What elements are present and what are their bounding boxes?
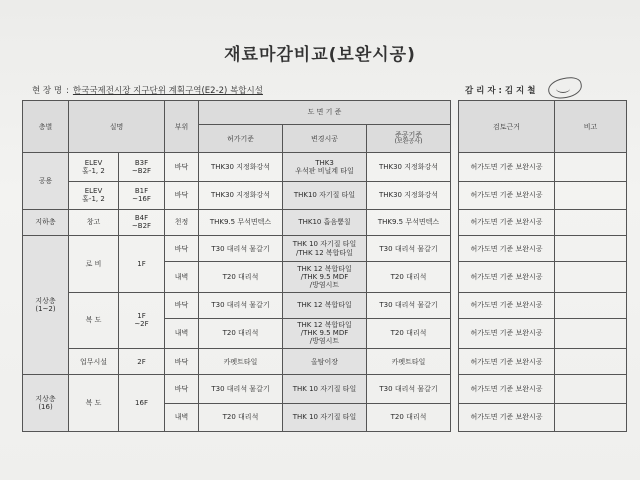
note-cell: [555, 375, 627, 403]
floor-cell: [119, 292, 165, 349]
supervisor-label: 감 리 자: [465, 86, 496, 96]
permit-cell: T30 대리석 물갈기: [199, 292, 283, 318]
floor-main: B3F: [134, 158, 149, 167]
loc-name: ELEV: [84, 158, 103, 167]
site-value: 한국국제전시장 지구단위 계획구역(E2-2) 복합시설: [72, 86, 263, 96]
floor-sub: ~B2F: [131, 166, 152, 175]
supervisor-value: 김 지 철: [504, 86, 536, 96]
change-sub: /THK 12 복합타일: [296, 248, 353, 257]
permit-cell: 카펫트타일: [199, 349, 283, 375]
floor-cell: 2F: [119, 349, 165, 375]
table-row: [23, 375, 627, 403]
change-cell: [283, 262, 367, 292]
permit-cell: T20 대리석: [199, 318, 283, 348]
permit-cell: THK30 지정화강석: [199, 153, 283, 181]
floor-main: B1F: [134, 187, 149, 196]
change-cell: THK10 자기질 타일: [283, 181, 367, 209]
spacer: [451, 292, 459, 318]
permit-cell: THK30 지정화강석: [199, 181, 283, 209]
floor-cell: [119, 209, 165, 235]
complete-cell: THK30 지정화강석: [367, 153, 451, 181]
loc-cell: 로 비: [69, 235, 119, 292]
spacer: [451, 235, 459, 261]
part-cell: 바닥: [165, 153, 199, 181]
complete-cell: 카펫트타일: [367, 349, 451, 375]
table-row: [23, 235, 627, 261]
note-cell: [555, 349, 627, 375]
permit-cell: T20 대리석: [199, 403, 283, 431]
complete-cell: T20 대리석: [367, 318, 451, 348]
floor-cell: 16F: [119, 375, 165, 432]
loc-cell: [69, 153, 119, 181]
part-cell: 바닥: [165, 292, 199, 318]
change-sub: /THK 9.5 MDF: [300, 329, 349, 338]
col-review: 검토근거: [459, 101, 555, 153]
cat-cell: 공용: [23, 153, 69, 210]
review-cell: 허가도면 기준 보완시공: [459, 153, 555, 181]
part-cell: 바닥: [165, 349, 199, 375]
review-cell: 허가도면 기준 보완시공: [459, 181, 555, 209]
supervisor-line: 감 리 자 : 김 지 철: [465, 86, 536, 96]
table-row: [23, 209, 627, 235]
spacer: [451, 209, 459, 235]
spacer: [451, 375, 459, 403]
col-category: 층별: [23, 101, 69, 153]
permit-cell: T20 대리석: [199, 262, 283, 292]
review-cell: 허가도면 기준 보완시공: [459, 209, 555, 235]
cat-sub: (16): [38, 403, 53, 412]
floor-sub: ~2F: [134, 320, 149, 329]
spacer: [451, 101, 459, 153]
col-part: 부위: [165, 101, 199, 153]
col-complete-main: 준공기준: [394, 131, 423, 140]
note-cell: [555, 235, 627, 261]
change-sub: 우석판 비닐계 타일: [295, 166, 354, 175]
loc-cell: [69, 181, 119, 209]
change-cell: THK 10 자기질 타일: [283, 375, 367, 403]
floor-main: B4F: [134, 214, 149, 223]
loc-sub: 홀-1, 2: [82, 195, 105, 204]
header-row-1: [23, 101, 627, 125]
note-cell: [555, 209, 627, 235]
permit-cell: THK9.5 무석면텍스: [199, 209, 283, 235]
complete-cell: T30 대리석 물갈기: [367, 235, 451, 261]
loc-cell: 복 도: [69, 375, 119, 432]
floor-main: 1F: [137, 312, 146, 321]
cat-cell: [23, 235, 69, 374]
cat-main: 지상층: [35, 297, 56, 306]
site-line: 현 장 명 : 한국국제전시장 지구단위 계획구역(E2-2) 복합시설: [32, 86, 263, 96]
change-sub2: /방염시트: [309, 280, 340, 289]
part-cell: 바닥: [165, 375, 199, 403]
change-cell: [283, 153, 367, 181]
change-main: THK3: [315, 158, 334, 167]
spacer: [451, 349, 459, 375]
floor-sub: ~16F: [132, 195, 151, 204]
review-cell: 허가도면 기준 보완시공: [459, 235, 555, 261]
col-permit: 허가기준: [199, 124, 283, 152]
col-complete: [367, 124, 451, 152]
change-main: THK 12 복합타일: [297, 321, 352, 330]
col-drawing-group: 도 면 기 준: [199, 101, 451, 125]
part-cell: 내벽: [165, 318, 199, 348]
permit-cell: T30 대리석 물갈기: [199, 235, 283, 261]
complete-cell: T30 대리석 물갈기: [367, 375, 451, 403]
spacer: [451, 318, 459, 348]
loc-cell: 복 도: [69, 292, 119, 349]
part-cell: 천정: [165, 209, 199, 235]
change-cell: THK 12 복합타일: [283, 292, 367, 318]
change-cell: [283, 318, 367, 348]
change-main: THK 12 복합타일: [297, 264, 352, 273]
change-sub: /THK 9.5 MDF: [300, 272, 349, 281]
change-cell: 올탐이장: [283, 349, 367, 375]
table-row: [23, 292, 627, 318]
complete-cell: THK9.5 무석면텍스: [367, 209, 451, 235]
signature-stroke: [556, 84, 570, 93]
complete-cell: T30 대리석 물갈기: [367, 292, 451, 318]
part-cell: 바닥: [165, 235, 199, 261]
complete-cell: T20 대리석: [367, 262, 451, 292]
spacer: [451, 153, 459, 181]
note-cell: [555, 292, 627, 318]
table-row: [23, 181, 627, 209]
cat-main: 지상층: [35, 395, 56, 404]
loc-cell: 업무시설: [69, 349, 119, 375]
comparison-table: [22, 100, 627, 432]
col-location: 실명: [69, 101, 165, 153]
change-cell: THK10 흡음뿜칠: [283, 209, 367, 235]
review-cell: 허가도면 기준 보완시공: [459, 403, 555, 431]
floor-cell: [119, 181, 165, 209]
part-cell: 내벽: [165, 262, 199, 292]
loc-cell: 창고: [69, 209, 119, 235]
table-row: [23, 153, 627, 181]
review-cell: 허가도면 기준 보완시공: [459, 318, 555, 348]
note-cell: [555, 318, 627, 348]
review-cell: 허가도면 기준 보완시공: [459, 262, 555, 292]
change-cell: THK 10 자기질 타일: [283, 403, 367, 431]
spacer: [451, 262, 459, 292]
cat-sub: (1~2): [35, 305, 56, 314]
note-cell: [555, 153, 627, 181]
permit-cell: T30 대리석 물갈기: [199, 375, 283, 403]
loc-sub: 홀-1, 2: [82, 166, 105, 175]
change-cell: [283, 235, 367, 261]
part-cell: 내벽: [165, 403, 199, 431]
review-cell: 허가도면 기준 보완시공: [459, 375, 555, 403]
site-label: 현 장 명: [32, 86, 63, 96]
loc-name: ELEV: [84, 187, 103, 196]
page-title: 재료마감비교(보완시공): [224, 45, 416, 65]
complete-cell: T20 대리석: [367, 403, 451, 431]
col-note: 비고: [555, 101, 627, 153]
col-complete-sub: (보완공사): [394, 138, 423, 146]
change-sub2: /방염시트: [309, 337, 340, 346]
review-cell: 허가도면 기준 보완시공: [459, 349, 555, 375]
part-cell: 바닥: [165, 181, 199, 209]
cat-cell: [23, 375, 69, 432]
note-cell: [555, 181, 627, 209]
floor-sub: ~B2F: [131, 222, 152, 231]
table-row: [23, 349, 627, 375]
floor-cell: [119, 153, 165, 181]
floor-cell: 1F: [119, 235, 165, 292]
complete-cell: THK30 지정화강석: [367, 181, 451, 209]
change-main: THK 10 자기질 타일: [292, 240, 357, 249]
col-change: 변경시공: [283, 124, 367, 152]
spacer: [451, 403, 459, 431]
review-cell: 허가도면 기준 보완시공: [459, 292, 555, 318]
note-cell: [555, 403, 627, 431]
cat-cell: 지하층: [23, 209, 69, 235]
spacer: [451, 181, 459, 209]
note-cell: [555, 262, 627, 292]
